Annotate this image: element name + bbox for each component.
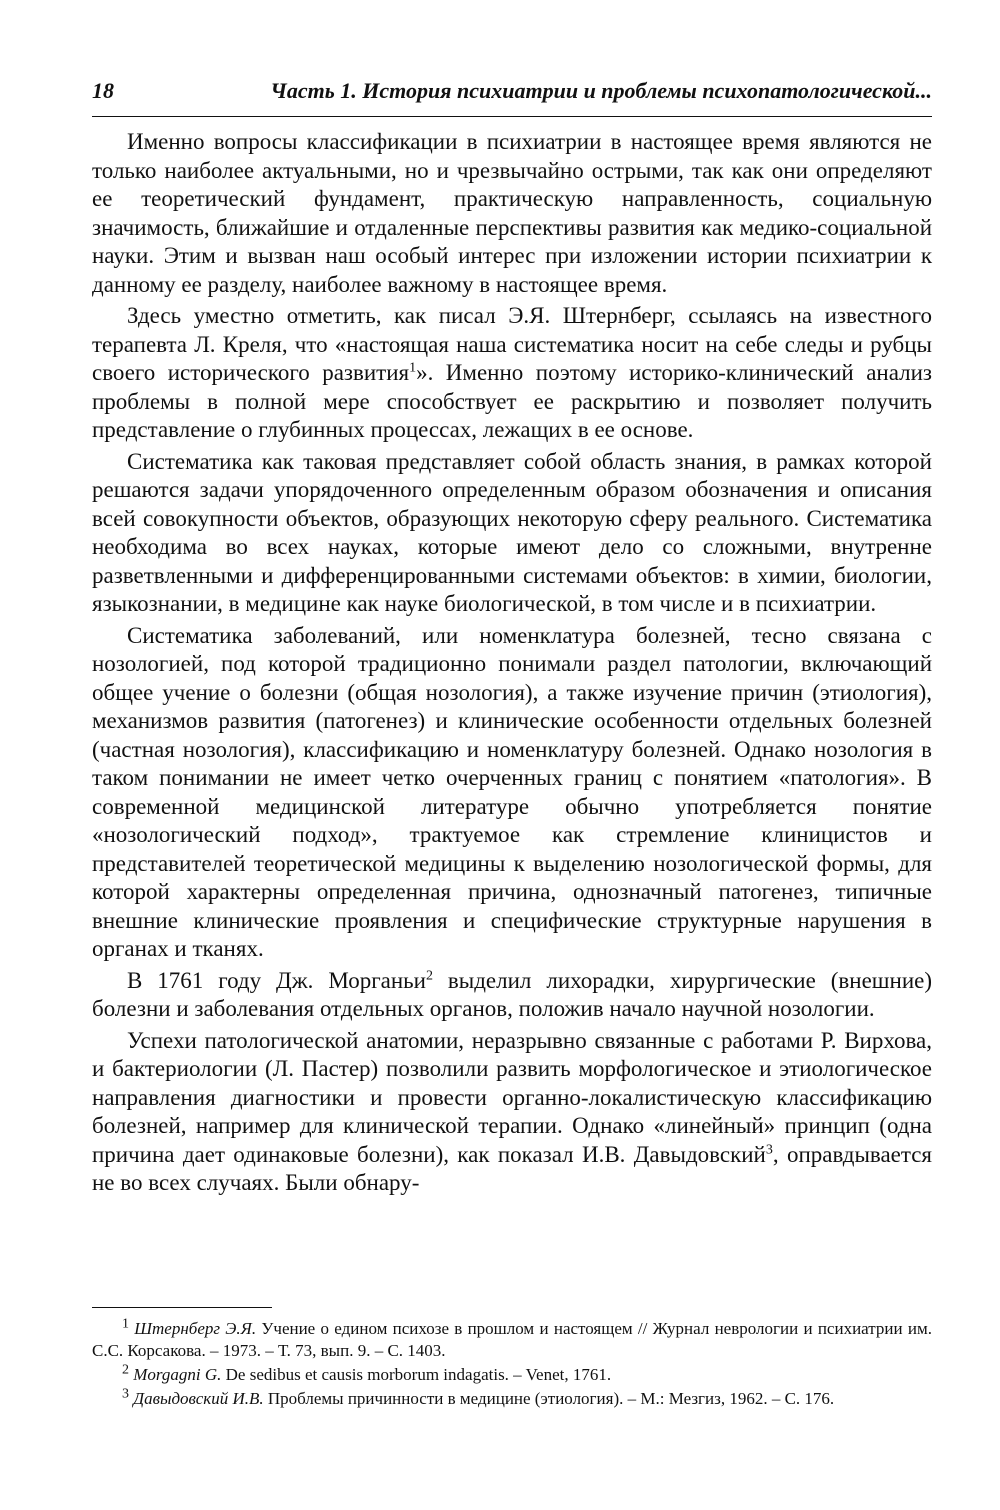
paragraph-5-text-a: В 1761 году Дж. Морганьи (127, 967, 426, 993)
paragraph-5-text-b: выделил лихорадки, хирургические (внешние) болезни и заболевания отдельных органов, положив начало научной нозологии. (92, 967, 932, 1021)
footnote-2-text: De sedibus et causis morborum indagatis. – Venet, 1761. (221, 1365, 612, 1384)
paragraph-6 (92, 1027, 932, 1198)
page-number: 18 (92, 78, 114, 103)
paragraph-2-text-a: Здесь уместно отметить, как писал Э.Я. Штернберг, ссылаясь на известного терапевта Л. Креля, что «настоящая наша систематика носит на себе следы и рубцы своего исторического развития (92, 303, 932, 385)
footnote-3-text: Проблемы причинности в медицине (этиология). – М.: Мезгиз, 1962. – С. 176. (263, 1389, 835, 1408)
paragraph-2-text-b: ». Именно поэтому историко-клинический анализ проблемы в полной мере способствует ее раскрытию и позволяет получить представление о глубинных процессах, лежащих в ее основе. (92, 360, 932, 442)
paragraph-5 (92, 967, 932, 1024)
footnote-1-number: 1 (122, 1316, 129, 1332)
running-title: Часть 1. История психиатрии и проблемы психопатологической... (270, 78, 932, 103)
footnote-3-author: Давыдовский И.В. (133, 1389, 264, 1408)
footnote-ref-3: 3 (765, 1141, 773, 1157)
header-divider (92, 116, 932, 117)
paragraph-6-text-b: , оправдывается не во всех случаях. Были обнару- (92, 1141, 932, 1195)
footnote-ref-2: 2 (425, 967, 433, 983)
footnotes (92, 1318, 932, 1412)
running-header (92, 78, 932, 104)
paragraph-6-text-a: Успехи патологической анатомии, неразрывно связанные с работами Р. Вирхова, и бактериологии (Л. Пастер) позволили развить морфологическое и этиологическое направления диагностики и провести органно-локалистическую классификацию болезней, например для клинической терапии. Однако «линейный» принцип (одна причина дает одинаковые болезни), как показал И.В. Давыдовский (92, 1027, 932, 1167)
footnote-3-number: 3 (122, 1386, 129, 1402)
main-text (92, 128, 932, 1201)
paragraph-4: Систематика заболеваний, или номенклатура болезней, тесно связана с нозологией, под которой традиционно понимали раздел патологии, включающий общее учение о болезни (общая нозология), а также изучение причин (этиология), механизмов развития (патогенез) и клинические особенности отдельных болезней (частная нозология), классификацию и номенклатуру болезней. Однако нозология в таком понимании не имеет четко очерченных границ с понятием «патология». В современной медицинской литературе обычно употребляется понятие «нозологический подход», трактуемое как стремление клиницистов и представителей теоретической медицины к выделению нозологической формы, для которой характерны определенная причина, однозначный патогенез, типичные внешние клинические проявления и специфические структурные нарушения в органах и тканях. (92, 622, 932, 961)
footnote-1-author: Штернберг Э.Я. (134, 1319, 257, 1338)
paragraph-3: Систематика как таковая представляет собой область знания, в рамках которой решаются задачи упорядоченного определенным образом обозначения и описания всей совокупности объектов, образующих некоторую сферу реального. Систематика необходима во всех науках, которые имеют дело со сложными, внутренне разветвленными и дифференцированными системами объектов: в химии, биологии, языкознании, в медицине как науке биологической, в том числе и в психиатрии. (92, 448, 932, 616)
footnote-3 (92, 1388, 932, 1410)
paragraph-2 (92, 302, 932, 445)
footnote-1-text: Учение о едином психозе в прошлом и настоящем // Журнал неврологии и психиатрии им. С.С. Корсакова. – 1973. – Т. 73, вып. 9. – С. 1403. (92, 1319, 932, 1360)
footnote-2 (92, 1364, 932, 1386)
footnote-1 (92, 1318, 932, 1362)
footnote-divider (92, 1307, 272, 1308)
footnote-2-author: Morgagni G. (133, 1365, 222, 1384)
paragraph-1: Именно вопросы классификации в психиатрии в настоящее время являются не только наиболее актуальными, но и чрезвычайно острыми, так как они определяют ее теоретический фундамент, практическую направленность, социальную значимость, ближайшие и отдаленные перспективы развития как медико-социальной науки. Этим и вызван наш особый интерес при изложении истории психиатрии к данному ее разделу, наиболее важному в настоящее время. (92, 129, 932, 297)
footnote-2-number: 2 (122, 1362, 129, 1378)
footnote-ref-1: 1 (409, 360, 417, 376)
